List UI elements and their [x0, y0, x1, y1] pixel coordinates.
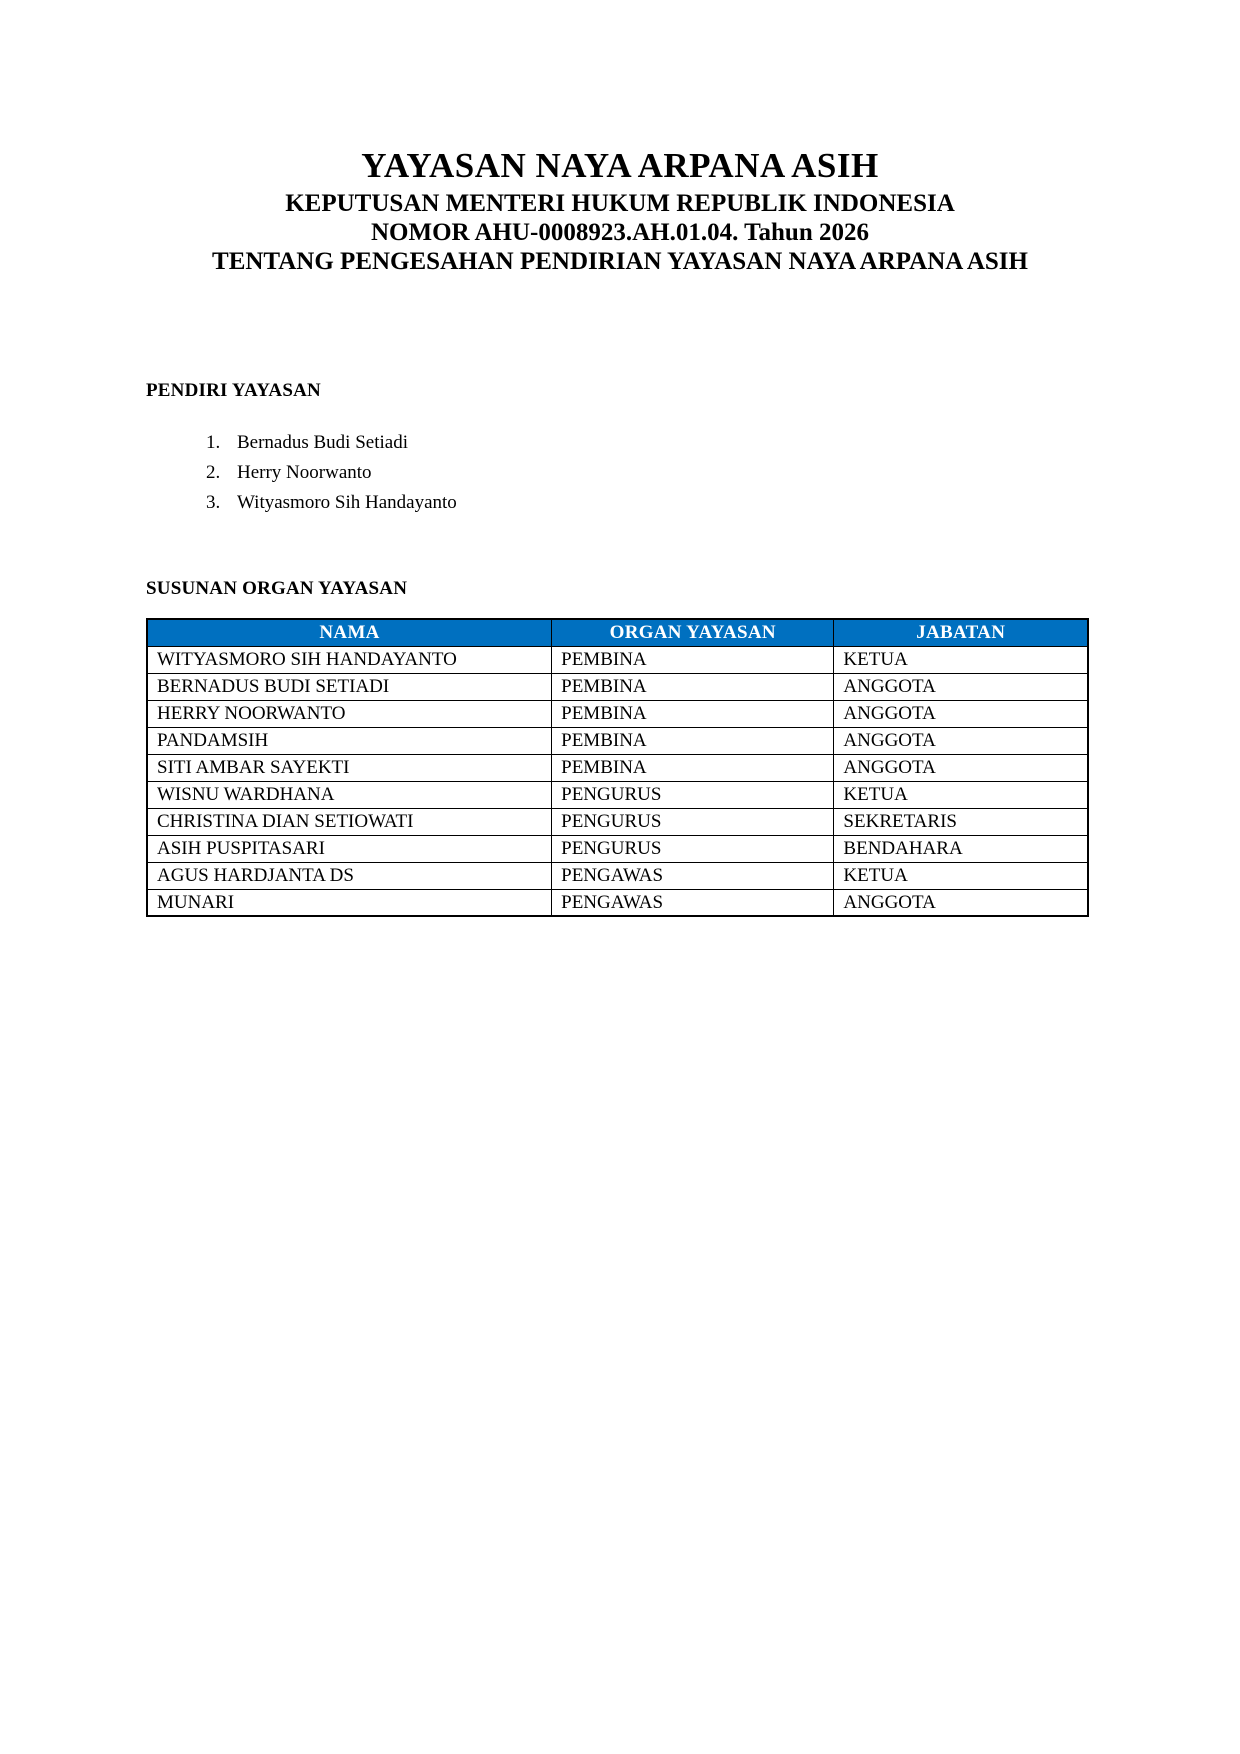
- cell-nama: MUNARI: [147, 889, 552, 916]
- organization-table-header: [147, 619, 1088, 646]
- cell-organ: PEMBINA: [552, 754, 834, 781]
- cell-jabatan: KETUA: [834, 781, 1088, 808]
- cell-organ: PENGURUS: [552, 781, 834, 808]
- document-subtitle-line-1: KEPUTUSAN MENTERI HUKUM REPUBLIK INDONESIA: [285, 190, 955, 217]
- founder-list-item: 2. Herry Noorwanto: [225, 458, 1094, 488]
- table-row: [147, 646, 1088, 673]
- cell-nama: HERRY NOORWANTO: [147, 700, 552, 727]
- document-header: [146, 145, 1094, 276]
- document-subtitle-line-3: TENTANG PENGESAHAN PENDIRIAN YAYASAN NAYA ARPANA ASIH: [212, 248, 1028, 275]
- cell-nama: WISNU WARDHANA: [147, 781, 552, 808]
- organization-section: [146, 578, 1094, 917]
- table-row: [147, 727, 1088, 754]
- table-row: [147, 754, 1088, 781]
- cell-organ: PEMBINA: [552, 673, 834, 700]
- table-row: [147, 673, 1088, 700]
- founders-section: [146, 380, 1094, 518]
- column-header-jabatan: JABATAN: [834, 619, 1088, 646]
- cell-jabatan: KETUA: [834, 862, 1088, 889]
- founders-list: [146, 428, 1094, 518]
- table-row: [147, 862, 1088, 889]
- cell-nama: WITYASMORO SIH HANDAYANTO: [147, 646, 552, 673]
- founder-list-item: 1. Bernadus Budi Setiadi: [225, 428, 1094, 458]
- cell-organ: PENGURUS: [552, 835, 834, 862]
- cell-organ: PEMBINA: [552, 700, 834, 727]
- organization-table: [146, 618, 1089, 917]
- table-row: [147, 835, 1088, 862]
- founder-list-item: 3. Wityasmoro Sih Handayanto: [225, 488, 1094, 518]
- cell-nama: SITI AMBAR SAYEKTI: [147, 754, 552, 781]
- cell-nama: ASIH PUSPITASARI: [147, 835, 552, 862]
- table-row: [147, 808, 1088, 835]
- cell-jabatan: ANGGOTA: [834, 727, 1088, 754]
- organization-table-body: [147, 646, 1088, 916]
- cell-jabatan: ANGGOTA: [834, 673, 1088, 700]
- cell-nama: AGUS HARDJANTA DS: [147, 862, 552, 889]
- cell-organ: PEMBINA: [552, 646, 834, 673]
- cell-jabatan: SEKRETARIS: [834, 808, 1088, 835]
- table-row: [147, 781, 1088, 808]
- organization-heading: SUSUNAN ORGAN YAYASAN: [146, 578, 408, 599]
- cell-nama: CHRISTINA DIAN SETIOWATI: [147, 808, 552, 835]
- cell-nama: BERNADUS BUDI SETIADI: [147, 673, 552, 700]
- cell-organ: PEMBINA: [552, 727, 834, 754]
- document-subtitle-line-2: NOMOR AHU-0008923.AH.01.04. Tahun 2026: [371, 219, 869, 246]
- cell-organ: PENGAWAS: [552, 862, 834, 889]
- founders-heading: PENDIRI YAYASAN: [146, 380, 321, 401]
- table-header-row: [147, 619, 1088, 646]
- cell-organ: PENGURUS: [552, 808, 834, 835]
- table-row: [147, 889, 1088, 916]
- cell-jabatan: ANGGOTA: [834, 700, 1088, 727]
- cell-jabatan: ANGGOTA: [834, 889, 1088, 916]
- cell-jabatan: BENDAHARA: [834, 835, 1088, 862]
- column-header-organ-yayasan: ORGAN YAYASAN: [552, 619, 834, 646]
- cell-nama: PANDAMSIH: [147, 727, 552, 754]
- column-header-nama: NAMA: [147, 619, 552, 646]
- document-title: YAYASAN NAYA ARPANA ASIH: [361, 146, 879, 185]
- cell-jabatan: ANGGOTA: [834, 754, 1088, 781]
- table-row: [147, 700, 1088, 727]
- cell-jabatan: KETUA: [834, 646, 1088, 673]
- cell-organ: PENGAWAS: [552, 889, 834, 916]
